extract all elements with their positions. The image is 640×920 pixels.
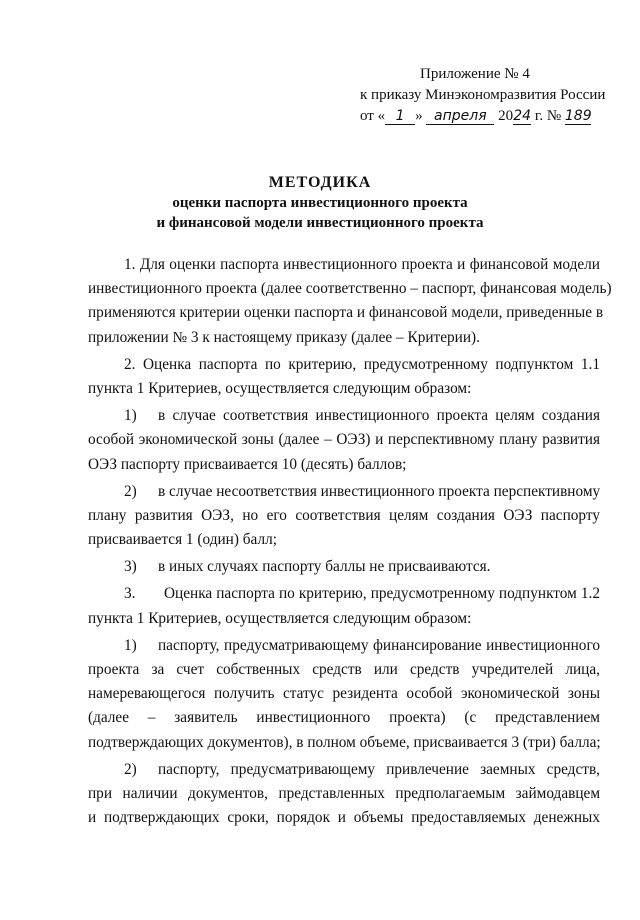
list-item-line: 3) в иных случаях паспорту баллы не присваиваются. [88,555,600,579]
paragraph-line: инвестиционного проекта (далее соответственно – паспорт, финансовая модель) [88,280,612,298]
paragraph-line: приложении № 3 к настоящему приказу (далее – Критерии). [88,328,480,346]
list-item-line: проекта за счет собственных средств или средств учредителей лица, [88,661,600,678]
document-body [88,253,612,830]
date-suffix: г. № [534,108,562,124]
list-item-line: 1) паспорту, предусматривающему финансирование инвестиционного [88,634,600,658]
list-item-line: плану развития ОЭЗ, но его соответствия целям создания ОЭЗ паспорту [88,506,600,524]
title-subtitle-2: и финансовой модели инвестиционного проекта [156,215,484,231]
list-item-line: подтверждающих документов), в полном объеме, присваивается 3 (три) балла; [88,733,601,751]
list-item-line: присваивается 1 (один) балл; [88,531,278,549]
list-item-line: (далее – заявитель инвестиционного проекта) (с представлением [88,709,600,727]
title-subtitle-1: оценки паспорта инвестиционного проекта [172,195,468,211]
list-item-line: намеревающегося получить статус резидента особой экономической зоны [88,685,600,703]
appendix-order-ref: к приказу Минэкономразвития России [360,87,606,103]
list-item-number: 3) [124,558,137,576]
date-year-prefix: 20 [498,108,514,124]
list-item-line: 2) в случае несоответствия инвестиционного проекта перспективному [88,480,600,504]
list-item-number: 1) [124,407,137,425]
list-item-line: 2) паспорту, предусматривающему привлечение заемных средств, [88,758,600,782]
paragraph-number: 3. [124,585,136,603]
list-item-number: 2) [124,482,137,500]
date-prefix: от « [360,108,386,124]
list-item-number: 2) [124,760,137,778]
title-main: МЕТОДИКА [268,174,372,191]
list-item-line: и подтверждающих сроки, порядок и объемы предоставляемых денежных [88,809,600,827]
handwritten-month: апреля [426,109,494,125]
list-item-line: при наличии документов, представленных предполагаемым займодавцем [88,784,600,802]
document-title [0,172,640,233]
appendix-header [360,64,620,127]
paragraph-line: пункта 1 Критериев, осуществляется следующим образом: [88,379,472,397]
handwritten-order-number: 189 [564,108,592,124]
list-item-line: особой экономической зоны (далее – ОЭЗ) и перспективному плану развития [88,431,600,449]
paragraph-line: 1. Для оценки паспорта инвестиционного проекта и финансовой модели [124,256,600,273]
list-item-line: ОЭЗ паспорту присваивается 10 (десять) баллов; [88,455,407,473]
paragraph-line: применяются критерии оценки паспорта и финансовой модели, приведенные в [88,304,604,322]
appendix-title: Приложение № 4 [420,66,530,82]
appendix-date-line [360,106,620,127]
list-item-number: 1) [124,636,137,654]
list-item-line: 1) в случае соответствия инвестиционного проекта целям создания [88,404,600,428]
paragraph-line: пункта 1 Критериев, осуществляется следующим образом: [88,609,472,627]
paragraph-line: 2. Оценка паспорта по критерию, предусмотренному подпунктом 1.1 [124,355,600,373]
handwritten-year: 24 [513,108,532,124]
handwritten-day: 1 [385,109,415,125]
date-mid: » [415,108,423,124]
paragraph-line: 3. Оценка паспорта по критерию, предусмотренному подпунктом 1.2 [88,582,600,606]
